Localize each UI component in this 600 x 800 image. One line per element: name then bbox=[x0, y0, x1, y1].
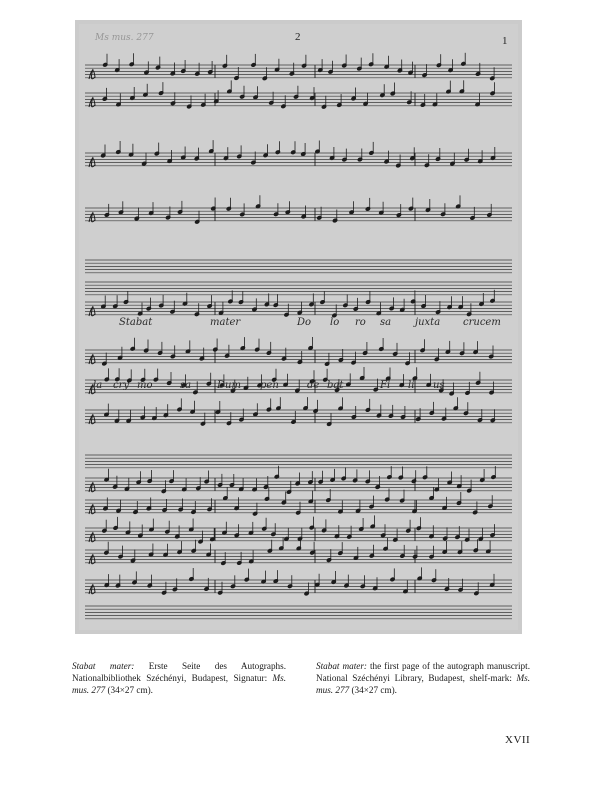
caption-title: Stabat mater: bbox=[316, 661, 367, 671]
lyric-word: Do bbox=[297, 317, 312, 328]
caption-shelfmark: Ms. mus. 277 bbox=[72, 673, 286, 695]
lyric-word: Stabat bbox=[119, 317, 153, 328]
manuscript-facsimile bbox=[75, 20, 522, 634]
page-folio: XVII bbox=[505, 734, 531, 746]
caption-size: (34×27 cm). bbox=[349, 685, 397, 695]
lyric-word: mater bbox=[210, 317, 241, 328]
lyric-word: mo bbox=[137, 380, 153, 391]
lyric-word: pen bbox=[260, 380, 279, 391]
pencil-shelfmark-note: Ms mus. 277 bbox=[95, 33, 154, 43]
lyric-word: de bbox=[307, 380, 320, 391]
lyric-word: us bbox=[433, 380, 445, 391]
page-number-corner: 1 bbox=[502, 35, 508, 47]
caption-english bbox=[316, 660, 530, 696]
lyric-word: sa bbox=[180, 380, 192, 391]
caption-text: Erste Seite des Autographs. Nationalbibliothek Széchényi, Budapest, Signatur: bbox=[72, 661, 287, 683]
lyric-word: ro bbox=[355, 317, 366, 328]
lyric-word: Fi bbox=[380, 380, 391, 391]
lyric-word: lo bbox=[330, 317, 340, 328]
caption-shelfmark: Ms. mus. 277 bbox=[316, 673, 530, 695]
lyric-word: Dum bbox=[217, 380, 241, 391]
lyric-word: li bbox=[408, 380, 415, 391]
lyric-word: bat bbox=[327, 380, 344, 391]
lyric-word: crucem bbox=[463, 317, 501, 328]
lyric-word: sa bbox=[380, 317, 392, 328]
caption-size: (34×27 cm). bbox=[105, 685, 153, 695]
lyric-word: la bbox=[93, 380, 103, 391]
lyric-word: cry bbox=[113, 380, 130, 391]
page-number-center: 2 bbox=[295, 31, 301, 43]
caption-title: Stabat mater: bbox=[72, 661, 135, 671]
caption-german bbox=[72, 660, 286, 696]
lyric-word: juxta bbox=[415, 317, 441, 328]
caption-text: the first page of the autograph manuscript. National Széchényi Library, Budapest, shelf-mark: bbox=[316, 661, 530, 683]
